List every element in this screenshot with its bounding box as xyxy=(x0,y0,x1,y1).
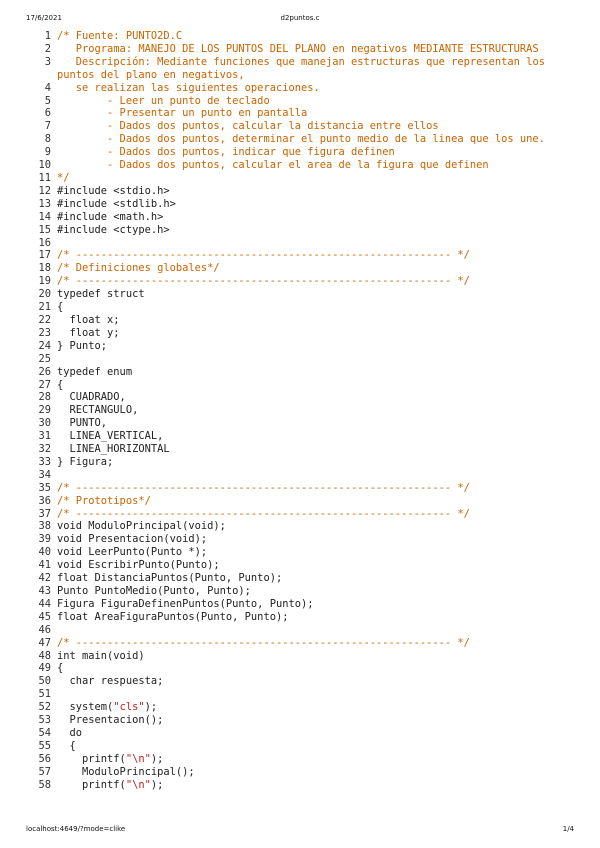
line-number: 13 xyxy=(38,197,51,210)
code-line xyxy=(30,430,575,443)
line-number: 17 xyxy=(38,249,51,262)
line-number: 41 xyxy=(38,559,51,572)
code-line xyxy=(30,701,575,714)
code-line xyxy=(30,379,575,392)
code-text: CUADRADO, xyxy=(57,391,126,404)
code-text: #include <stdio.h> xyxy=(57,184,170,197)
code-text: ModuloPrincipal(); xyxy=(57,765,195,778)
code-line xyxy=(30,224,575,237)
code-text: { xyxy=(57,662,64,675)
code-line xyxy=(30,262,575,275)
code-line xyxy=(30,714,575,727)
code-comment: - Dados dos puntos, indicar que figura definen xyxy=(57,146,395,159)
line-number: 58 xyxy=(38,778,51,791)
document-title: d2puntos.c xyxy=(280,14,320,22)
line-number: 54 xyxy=(38,726,51,739)
code-line xyxy=(30,327,575,340)
code-line xyxy=(30,133,575,146)
code-string: "cls" xyxy=(113,701,145,714)
code-comment: /* ------------------------------------------------------------ */ xyxy=(57,507,470,520)
code-comment: - Dados dos puntos, calcular el area de la figura que definen xyxy=(57,159,489,172)
line-number: 29 xyxy=(38,404,51,417)
code-line xyxy=(30,508,575,521)
line-number: 16 xyxy=(38,236,51,249)
code-listing xyxy=(30,30,575,792)
code-comment: /* ------------------------------------------------------------ */ xyxy=(57,636,470,649)
code-text: system( xyxy=(57,701,114,714)
code-string: "\n" xyxy=(125,752,151,765)
code-text: #include <stdlib.h> xyxy=(57,197,176,210)
code-comment: /* Definiciones globales*/ xyxy=(57,262,220,275)
code-line xyxy=(30,482,575,495)
code-line xyxy=(30,559,575,572)
code-line xyxy=(30,30,575,43)
code-line xyxy=(30,572,575,585)
code-text: void EscribirPunto(Punto); xyxy=(57,559,220,572)
line-number: 57 xyxy=(38,765,51,778)
line-number: 2 xyxy=(44,42,51,55)
print-date: 17/6/2021 xyxy=(26,14,62,22)
code-text: #include <ctype.h> xyxy=(57,223,170,236)
code-comment: /* ------------------------------------------------------------ */ xyxy=(57,275,470,288)
code-line xyxy=(30,675,575,688)
line-number: 40 xyxy=(38,546,51,559)
line-number: 20 xyxy=(38,288,51,301)
code-text: Figura FiguraDefinenPuntos(Punto, Punto); xyxy=(57,597,314,610)
line-number: 7 xyxy=(44,120,51,133)
line-number: 38 xyxy=(38,520,51,533)
code-line xyxy=(30,198,575,211)
line-number: 36 xyxy=(38,494,51,507)
line-number: 15 xyxy=(38,223,51,236)
code-text: ); xyxy=(150,752,164,765)
line-number: 28 xyxy=(38,391,51,404)
line-number: 32 xyxy=(38,443,51,456)
code-comment: - Dados dos puntos, determinar el punto medio de la linea que los une. xyxy=(57,133,545,146)
line-number: 48 xyxy=(38,649,51,662)
code-line xyxy=(30,95,575,108)
line-number: 43 xyxy=(38,585,51,598)
code-text: } Punto; xyxy=(57,339,108,352)
code-line xyxy=(30,120,575,133)
code-line xyxy=(30,353,575,366)
code-line xyxy=(30,533,575,546)
line-number: 23 xyxy=(38,326,51,339)
code-line xyxy=(30,340,575,353)
code-text: ); xyxy=(144,701,158,714)
code-comment: Descripción: Mediante funciones que manejan estructuras que representan los puntos del plano en negativos, xyxy=(57,55,552,81)
code-line xyxy=(30,456,575,469)
code-text: PUNTO, xyxy=(57,417,108,430)
code-text: int main(void) xyxy=(57,649,145,662)
line-number: 49 xyxy=(38,662,51,675)
code-line xyxy=(30,637,575,650)
code-text: LINEA_HORIZONTAL xyxy=(57,443,170,456)
line-number: 53 xyxy=(38,714,51,727)
code-text: float y; xyxy=(57,326,120,339)
code-line xyxy=(30,469,575,482)
code-text: #include <math.h> xyxy=(57,210,164,223)
code-text: RECTANGULO, xyxy=(57,404,139,417)
code-line xyxy=(30,172,575,185)
line-number: 31 xyxy=(38,430,51,443)
code-comment: - Leer un punto de teclado xyxy=(57,94,270,107)
line-number: 3 xyxy=(44,55,51,68)
line-number: 8 xyxy=(44,133,51,146)
line-number: 21 xyxy=(38,301,51,314)
line-number: 51 xyxy=(38,688,51,701)
code-text: Punto PuntoMedio(Punto, Punto); xyxy=(57,585,251,598)
code-text: void ModuloPrincipal(void); xyxy=(57,520,226,533)
code-line xyxy=(30,740,575,753)
code-line xyxy=(30,43,575,56)
code-text: Presentacion(); xyxy=(57,714,164,727)
code-line xyxy=(30,520,575,533)
code-line xyxy=(30,107,575,120)
line-number: 27 xyxy=(38,378,51,391)
code-line xyxy=(30,688,575,701)
code-comment: se realizan las siguientes operaciones. xyxy=(57,81,320,94)
code-line xyxy=(30,185,575,198)
code-line xyxy=(30,237,575,250)
code-text: { xyxy=(57,378,64,391)
code-line xyxy=(30,443,575,456)
code-line xyxy=(30,662,575,675)
line-number: 50 xyxy=(38,675,51,688)
code-text: void LeerPunto(Punto *); xyxy=(57,546,208,559)
code-line xyxy=(30,249,575,262)
line-number: 26 xyxy=(38,365,51,378)
code-line xyxy=(30,404,575,417)
line-number: 56 xyxy=(38,752,51,765)
line-number: 22 xyxy=(38,313,51,326)
line-number: 35 xyxy=(38,481,51,494)
code-text: { xyxy=(57,739,76,752)
line-number: 6 xyxy=(44,107,51,120)
code-text: { xyxy=(57,301,64,314)
code-text: char respuesta; xyxy=(57,675,164,688)
line-number: 52 xyxy=(38,701,51,714)
code-line xyxy=(30,314,575,327)
code-line xyxy=(30,727,575,740)
code-line xyxy=(30,301,575,314)
line-number: 25 xyxy=(38,352,51,365)
line-number: 55 xyxy=(38,739,51,752)
code-line xyxy=(30,288,575,301)
line-number: 4 xyxy=(44,81,51,94)
code-comment: */ xyxy=(57,172,70,185)
line-number: 24 xyxy=(38,339,51,352)
code-line xyxy=(30,624,575,637)
line-number: 47 xyxy=(38,636,51,649)
line-number: 5 xyxy=(44,94,51,107)
code-text: void Presentacion(void); xyxy=(57,533,208,546)
code-line xyxy=(30,546,575,559)
line-number: 39 xyxy=(38,533,51,546)
code-line xyxy=(30,56,575,82)
line-number: 19 xyxy=(38,275,51,288)
code-comment: /* ------------------------------------------------------------ */ xyxy=(57,481,470,494)
line-number: 18 xyxy=(38,262,51,275)
line-number: 33 xyxy=(38,455,51,468)
line-number: 14 xyxy=(38,210,51,223)
line-number: 34 xyxy=(38,468,51,481)
line-number: 42 xyxy=(38,572,51,585)
code-comment: Programa: MANEJO DE LOS PUNTOS DEL PLANO en negativos MEDIANTE ESTRUCTURAS xyxy=(57,42,539,55)
code-line xyxy=(30,366,575,379)
code-comment: - Dados dos puntos, calcular la distancia entre ellos xyxy=(57,120,439,133)
code-text: printf( xyxy=(57,752,126,765)
line-number: 30 xyxy=(38,417,51,430)
code-line xyxy=(30,417,575,430)
code-line xyxy=(30,146,575,159)
code-string: "\n" xyxy=(125,778,151,791)
code-text: float x; xyxy=(57,313,120,326)
line-number: 45 xyxy=(38,610,51,623)
line-number: 12 xyxy=(38,184,51,197)
code-text: float AreaFiguraPuntos(Punto, Punto); xyxy=(57,610,289,623)
code-line xyxy=(30,779,575,792)
code-line xyxy=(30,611,575,624)
code-text: printf( xyxy=(57,778,126,791)
code-comment: - Presentar un punto en pantalla xyxy=(57,107,308,120)
line-number: 11 xyxy=(38,172,51,185)
code-line xyxy=(30,753,575,766)
code-line xyxy=(30,495,575,508)
code-line xyxy=(30,391,575,404)
line-number: 1 xyxy=(44,30,51,42)
line-number: 46 xyxy=(38,623,51,636)
code-comment: /* Prototipos*/ xyxy=(57,494,151,507)
code-line xyxy=(30,598,575,611)
code-text: typedef struct xyxy=(57,288,145,301)
code-line xyxy=(30,585,575,598)
code-comment: /* ------------------------------------------------------------ */ xyxy=(57,249,470,262)
code-text: } Figura; xyxy=(57,455,114,468)
code-line xyxy=(30,82,575,95)
source-url: localhost:4649/?mode=clike xyxy=(26,825,126,833)
code-line xyxy=(30,159,575,172)
code-line xyxy=(30,211,575,224)
line-number: 10 xyxy=(38,159,51,172)
code-text: float DistanciaPuntos(Punto, Punto); xyxy=(57,572,283,585)
page-number: 1/4 xyxy=(562,825,574,833)
code-text: ); xyxy=(150,778,164,791)
code-comment: /* Fuente: PUNTO2D.C xyxy=(57,30,183,42)
line-number: 37 xyxy=(38,507,51,520)
code-line xyxy=(30,766,575,779)
line-number: 9 xyxy=(44,146,51,159)
code-line xyxy=(30,275,575,288)
code-text: do xyxy=(57,726,83,739)
code-text: LINEA_VERTICAL, xyxy=(57,430,164,443)
code-text: typedef enum xyxy=(57,365,133,378)
line-number: 44 xyxy=(38,597,51,610)
code-line xyxy=(30,650,575,663)
